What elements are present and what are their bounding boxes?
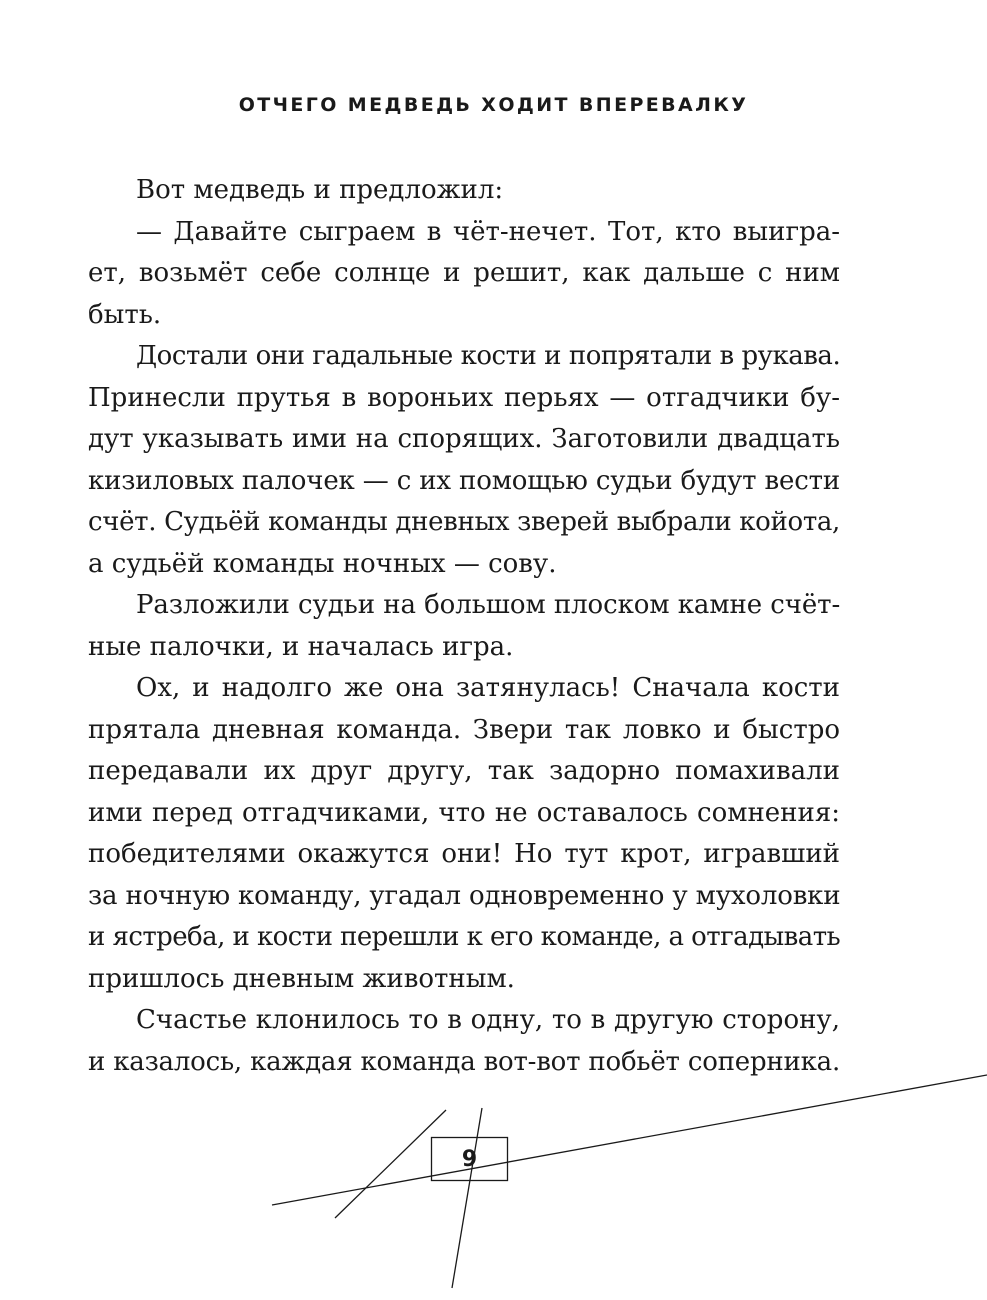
text-line: и казалось, каждая команда вот-вот побьёт соперника.	[88, 1046, 840, 1077]
text-line: Разложили судьи на большом плоском камне счёт-	[136, 590, 841, 620]
text-line: Счастье клонилось то в одну, то в другую сторону,	[136, 1005, 840, 1035]
deco-line-steep	[452, 1108, 482, 1288]
text-line: счёт. Судьёй команды дневных зверей выбрали койота,	[88, 507, 840, 537]
text-line: ные палочки, и началась игра.	[88, 631, 514, 662]
text-line: ими перед отгадчиками, что не оставалось сомнения:	[88, 797, 840, 828]
text-line: ет, возьмёт себе солнце и решит, как дальше с ним	[88, 258, 840, 288]
text-line: Ох, и надолго же она затянулась! Сначала кости	[136, 673, 840, 703]
deco-line-long	[272, 1075, 987, 1205]
text-line: Вот медведь и предложил:	[136, 175, 504, 205]
text-line: за ночную команду, угадал одновременно у мухоловки	[88, 880, 841, 911]
text-line: дут указывать ими на спорящих. Заготовили двадцать	[88, 424, 840, 454]
text-line: Принесли прутья в вороньих перьях — отгадчики бу-	[88, 382, 840, 413]
text-line: а судьёй команды ночных — сову.	[88, 548, 557, 579]
text-line: прятала дневная команда. Звери так ловко и быстро	[88, 714, 840, 745]
running-head: ОТЧЕГО МЕДВЕДЬ ХОДИТ ВПЕРЕВАЛКУ	[238, 94, 749, 116]
text-line: Достали они гадальные кости и попрятали в рукава.	[136, 341, 841, 371]
text-line: передавали их друг другу, так задорно помахивали	[88, 756, 840, 786]
text-line: — Давайте сыграем в чёт-нечет. Тот, кто выигра-	[136, 216, 840, 247]
page-number: 9	[461, 1146, 478, 1172]
text-line: быть.	[88, 299, 162, 330]
text-line: кизиловых палочек — с их помощью судьи будут вести	[88, 465, 840, 496]
text-line: и ястреба, и кости перешли к его команде, а отгадывать	[88, 922, 841, 952]
text-line: победителями окажутся они! Но тут крот, игравший	[88, 839, 840, 869]
text-line: пришлось дневным животным.	[88, 963, 515, 994]
deco-line-diagonal	[335, 1110, 446, 1218]
